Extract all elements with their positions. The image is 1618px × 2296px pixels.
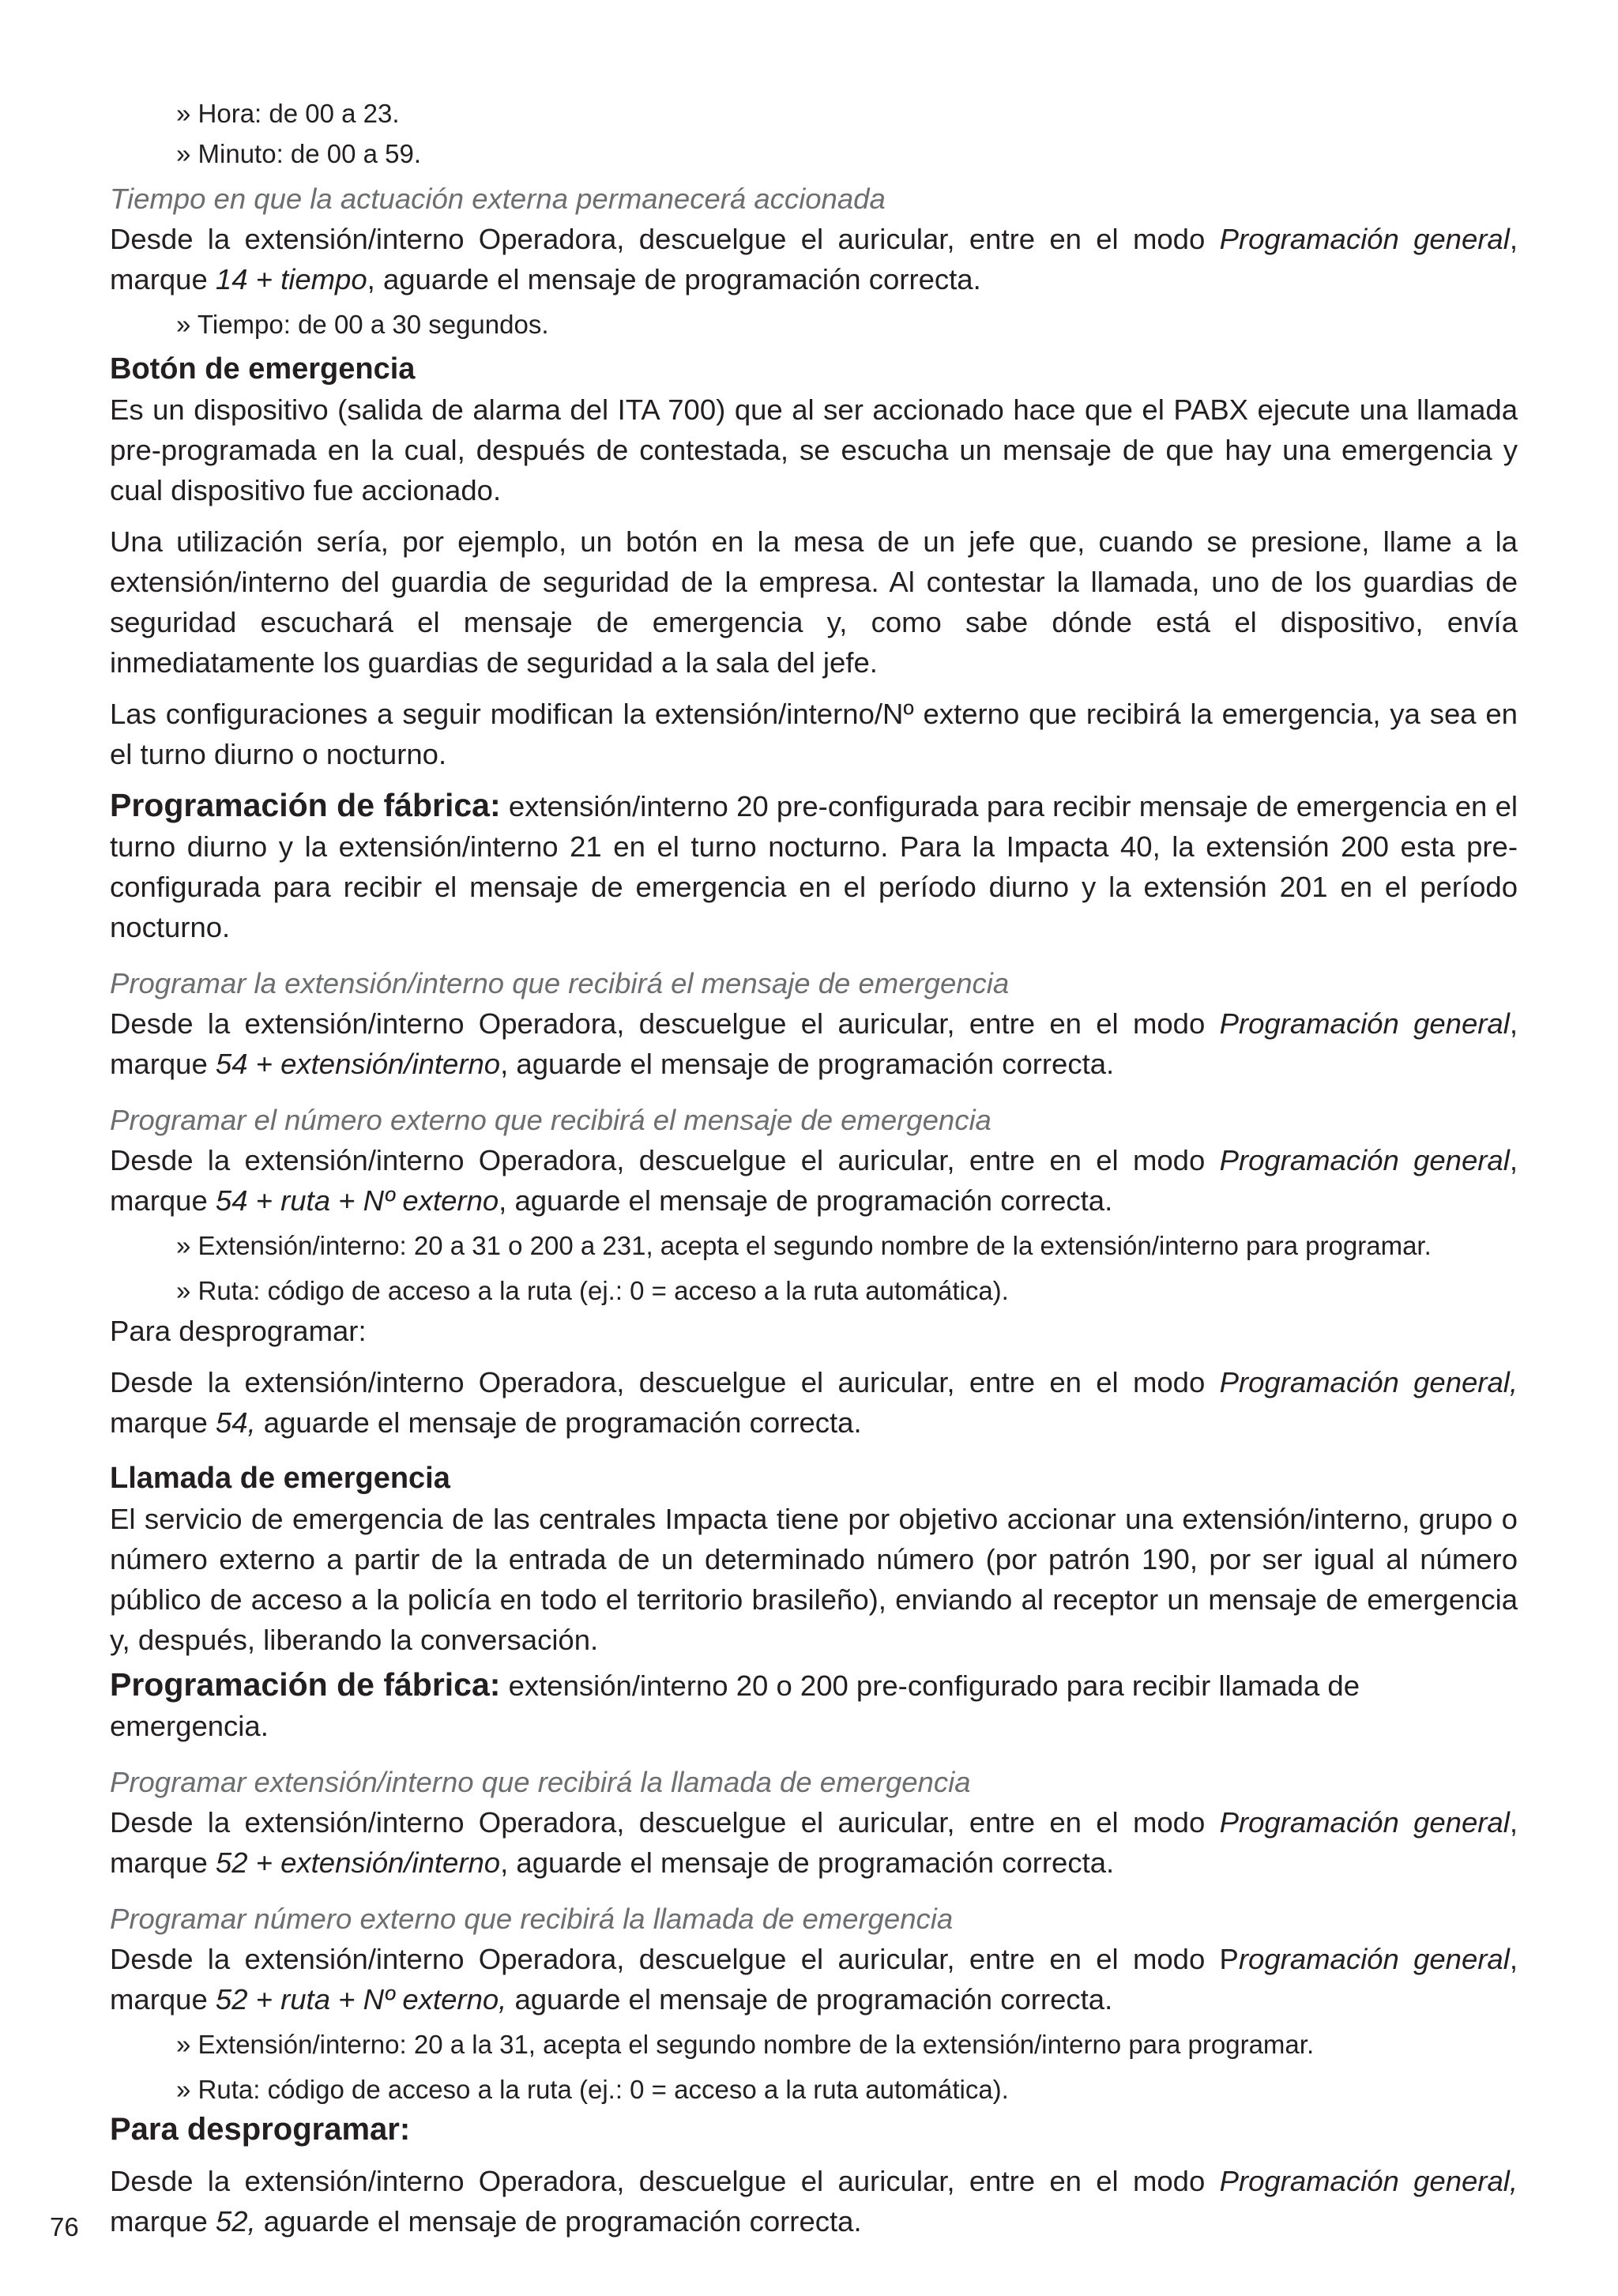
paragraph-desprogramar-1: Desde la extensión/interno Operadora, descuelgue el auricular, entre en el modo Programación general, marque 54, aguarde el mensaje de programación correcta. [110, 1366, 1518, 1439]
heading-llamada-emergencia: Llamada de emergencia [110, 1462, 450, 1495]
bullet-extension-rango-1 [110, 1225, 1518, 1266]
paragraph-programar-numero-llamada: Desde la extensión/interno Operadora, descuelgue el auricular, entre en el modo Programación general, marque 52 + ruta + Nº externo, aguarde el mensaje de programación correcta. [110, 1943, 1518, 2016]
paragraph-programar-numero-mensaje: Desde la extensión/interno Operadora, descuelgue el auricular, entre en el modo Programación general, marque 54 + ruta + Nº externo, aguarde el mensaje de programación correcta. [110, 1144, 1518, 1217]
subheading-programar-numero-llamada: Programar número externo que recibirá la llamada de emergencia [110, 1903, 954, 1935]
paragraph-tiempo: Desde la extensión/interno Operadora, descuelgue el auricular, entre en el modo Programación general, marque 14 + tiempo, aguarde el mensaje de programación correcta. [110, 223, 1518, 295]
page-number: 76 [50, 2212, 79, 2241]
paragraph-programar-extension-mensaje: Desde la extensión/interno Operadora, descuelgue el auricular, entre en el modo Programación general, marque 54 + extensión/interno, aguarde el mensaje de programación correcta. [110, 1007, 1518, 1080]
bullet-ruta-2 [110, 2069, 1518, 2110]
bullet-extension-rango-2 [110, 2024, 1518, 2065]
bullet-text: » Tiempo: de 00 a 30 segundos. [176, 310, 549, 339]
paragraph-programacion-fabrica-1: Programación de fábrica: extensión/interno 20 pre-configurada para recibir mensaje de emergencia en el turno diurno y la extensión/interno 21 en el turno nocturno. Para la Impacta 40, la extensión 200 esta pre-configurada para recibir el mensaje de emergencia en el período diurno y la extensión 201 en el período nocturno. [110, 787, 1518, 943]
paragraph-programar-extension-llamada: Desde la extensión/interno Operadora, descuelgue el auricular, entre en el modo Programación general, marque 52 + extensión/interno, aguarde el mensaje de programación correcta. [110, 1806, 1518, 1879]
subheading-programar-numero-mensaje: Programar el número externo que recibirá el mensaje de emergencia [110, 1104, 991, 1136]
heading-boton-emergencia: Botón de emergencia [110, 352, 416, 386]
bullet-text: » Extensión/interno: 20 a 31 o 200 a 231, acepta el segundo nombre de la extensión/interno para programar. [176, 1231, 1432, 1260]
subheading-tiempo-actuacion: Tiempo en que la actuación externa permanecerá accionada [110, 183, 886, 215]
paragraph-utilizacion: Una utilización sería, por ejemplo, un botón en la mesa de un jefe que, cuando se presione, llame a la extensión/interno del guardia de seguridad de la empresa. Al contestar la llamada, uno de los guardias de seguridad escuchará el mensaje de emergencia y, como sabe dónde está el dispositivo, envía inmediatamente los guardias de seguridad a la sala del jefe. [110, 525, 1518, 679]
bullet-tiempo [110, 304, 1518, 344]
bullet-minuto [110, 134, 1518, 174]
subheading-programar-extension-mensaje: Programar la extensión/interno que recibirá el mensaje de emergencia [110, 967, 1010, 999]
bullet-ruta-1 [110, 1270, 1518, 1311]
paragraph-programacion-fabrica-2: Programación de fábrica: extensión/interno 20 o 200 pre-configurado para recibir llamada de emergencia. [110, 1666, 1360, 1742]
paragraph-desprogramar-2: Desde la extensión/interno Operadora, descuelgue el auricular, entre en el modo Programación general, marque 52, aguarde el mensaje de programación correcta. [110, 2165, 1518, 2238]
heading-para-desprogramar: Para desprogramar: [110, 2112, 411, 2147]
bullet-text: » Ruta: código de acceso a la ruta (ej.: 0 = acceso a la ruta automática). [176, 1276, 1009, 1305]
bullet-text: » Ruta: código de acceso a la ruta (ej.: 0 = acceso a la ruta automática). [176, 2075, 1009, 2104]
bullet-hora [110, 93, 1518, 134]
document-page [110, 93, 1518, 2241]
paragraph-para-desprogramar-1: Para desprogramar: [110, 1315, 367, 1347]
bullet-text: » Hora: de 00 a 23. [176, 99, 400, 128]
bullet-text: » Extensión/interno: 20 a la 31, acepta el segundo nombre de la extensión/interno para programar. [176, 2030, 1315, 2059]
subheading-programar-extension-llamada: Programar extensión/interno que recibirá la llamada de emergencia [110, 1766, 971, 1798]
paragraph-dispositivo: Es un dispositivo (salida de alarma del ITA 700) que al ser accionado hace que el PABX ejecute una llamada pre-programada en la cual, después de contestada, se escucha un mensaje de que hay una emergencia y cual dispositivo fue accionado. [110, 393, 1518, 506]
paragraph-servicio-emergencia: El servicio de emergencia de las centrales Impacta tiene por objetivo accionar una extensión/interno, grupo o número externo a partir de la entrada de un determinado número (por patrón 190, por ser igual al número público de acceso a la policía en todo el territorio brasileño), enviando al receptor un mensaje de emergencia y, después, liberando la conversación. [110, 1503, 1518, 1656]
paragraph-configuraciones: Las configuraciones a seguir modifican la extensión/interno/Nº externo que recibirá la emergencia, ya sea en el turno diurno o nocturno. [110, 698, 1518, 770]
bullet-text: » Minuto: de 00 a 59. [176, 139, 422, 168]
